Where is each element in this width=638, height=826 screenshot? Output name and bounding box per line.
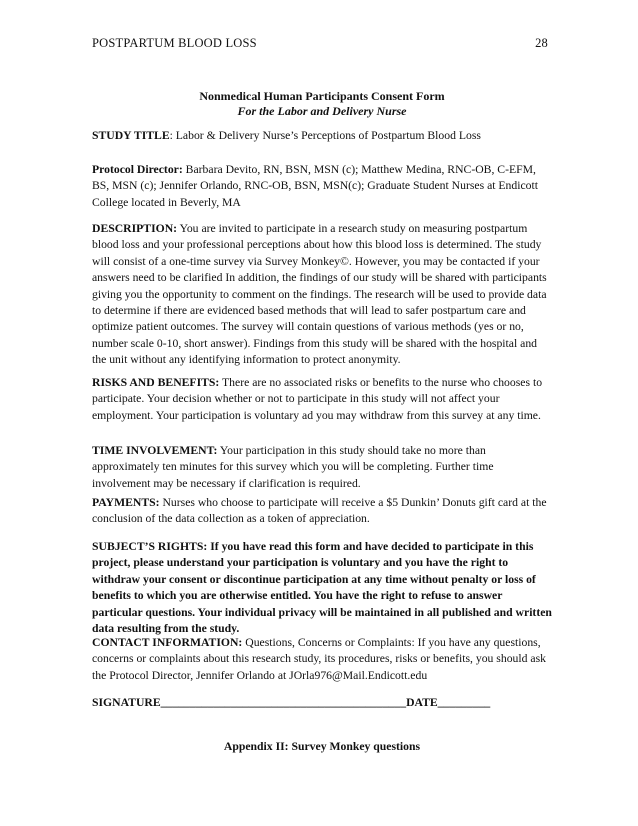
protocol-director-section	[92, 162, 554, 211]
risks-label: RISKS AND BENEFITS:	[92, 376, 220, 389]
study-title-label: STUDY TITLE	[92, 129, 170, 142]
form-title-block	[92, 89, 552, 119]
protocol-director-text: Barbara Devito, RN, BSN, MSN (c); Matthew Medina, RNC-OB, C-EFM, BS, MSN (c); Jennifer Orlando, RNC-OB, BSN, MSN(c); Graduate Student Nurses at Endicott College located in Beverly, MA	[92, 163, 539, 209]
payments-text: Nurses who choose to participate will receive a $5 Dunkin’ Donuts gift card at the conclusion of the data collection as a token of appreciation.	[92, 496, 547, 526]
protocol-director-label: Protocol Director:	[92, 163, 183, 176]
study-title-text: : Labor & Delivery Nurse’s Perceptions of Postpartum Blood Loss	[169, 129, 481, 142]
form-subtitle: For the Labor and Delivery Nurse	[237, 104, 407, 118]
subject-rights-text: If you have read this form and have decided to participate in this project, please understand your participation is voluntary and you have the right to withdraw your consent or discontinue participation at any time without penalty or loss of benefits to which you are otherwise entitled. You have the right to refuse to answer particular questions. Your individual privacy will be maintained in all published and written data resulting from the study.	[92, 540, 552, 636]
risks-section	[92, 375, 554, 424]
form-title: Nonmedical Human Participants Consent Form	[199, 89, 445, 103]
signature-row	[92, 696, 554, 709]
risks-text: There are no associated risks or benefits to the nurse who chooses to participate. Your decision whether or not to participate in this study will not affect your employment. Your participation is voluntary ad you may withdraw from this survey at any time.	[92, 376, 543, 422]
time-involvement-label: TIME INVOLVEMENT:	[92, 444, 218, 457]
appendix-title: Appendix II: Survey Monkey questions	[223, 740, 421, 753]
time-involvement-section	[92, 443, 554, 492]
description-label: DESCRIPTION:	[92, 222, 178, 235]
payments-section	[92, 495, 554, 528]
description-section	[92, 221, 554, 369]
date-label: DATE	[406, 696, 438, 709]
contact-text: Questions, Concerns or Complaints: If you have any questions, concerns or complaints about this research study, its procedures, risks or benefits, you should ask the Protocol Director, Jennifer Orlando at JOrla976@Mail.Endicott.edu	[92, 636, 546, 682]
payments-label: PAYMENTS:	[92, 496, 160, 509]
study-title-section	[92, 128, 554, 144]
signature-line: __________________________________________	[160, 696, 407, 709]
subject-rights-section	[92, 539, 554, 637]
subject-rights-label: SUBJECT’S RIGHTS:	[92, 540, 208, 553]
time-involvement-text: Your participation in this study should take no more than approximately ten minutes for this survey which you will be completing. Further time involvement may be necessary if clarification is required.	[92, 444, 494, 490]
page-header	[92, 36, 548, 51]
running-title: POSTPARTUM BLOOD LOSS	[92, 36, 257, 50]
page-number: 28	[535, 36, 548, 50]
contact-section	[92, 635, 554, 684]
description-text: You are invited to participate in a research study on measuring postpartum blood loss and your professional perceptions about how this blood loss is determined. The study will consist of a one-time survey via Survey Monkey©. However, you may be contacted if your answers need to be clarified In addition, the findings of our study will be shared with participants giving you the opportunity to comment on the findings. The research will be used to provide data to determine if there are evidenced based methods that will lead to safer postpartum care and optimize patient outcomes. The survey will contain questions of various methods (yes or no, number scale 0-10, short answer). Findings from this study will be shared with the hospital and the unit without any identifying information to protect anonymity.	[92, 222, 547, 367]
contact-label: CONTACT INFORMATION:	[92, 636, 243, 649]
signature-label: SIGNATURE	[92, 696, 161, 709]
date-line: _________	[437, 696, 491, 709]
